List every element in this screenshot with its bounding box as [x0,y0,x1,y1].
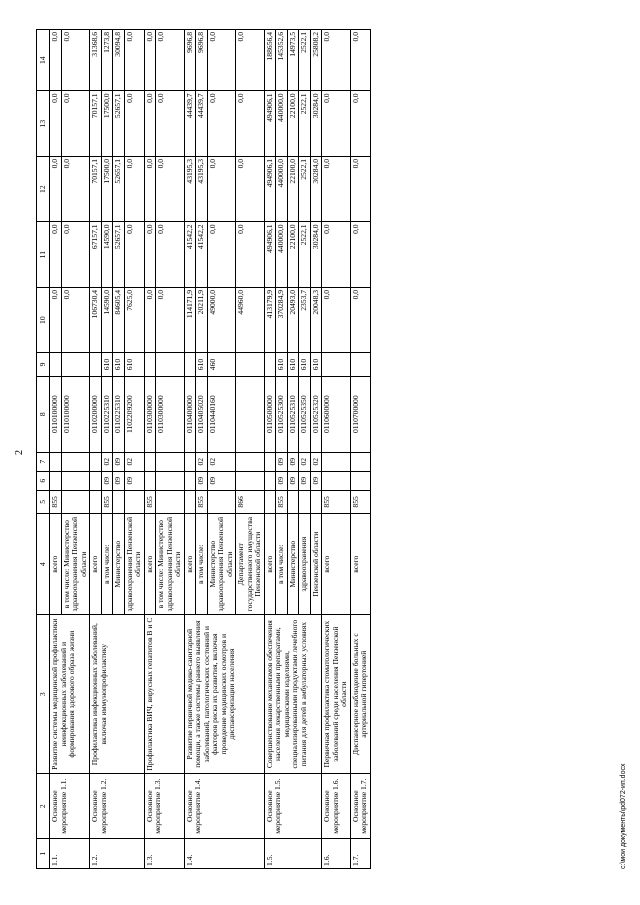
cell-c14: 0,0 [156,30,185,91]
cell-c11: 440000,0 [276,222,288,288]
cell-c13: 0,0 [207,91,236,157]
cell-c9: 610 [299,353,311,376]
cell-c11: 2522,1 [299,222,311,288]
cell-c12: 0,0 [144,156,156,222]
cell-c6: 09 [124,471,144,490]
cell-c11: 67157,1 [90,222,102,288]
cell-c10: 20211,9 [196,287,208,353]
cell-c13: 0,0 [236,91,265,157]
cell-c8: 0110225310 [101,376,113,452]
column-header-6: 6 [37,471,50,490]
cell-c14: 0,0 [61,30,90,91]
cell-c10: 413179,9 [264,287,276,353]
cell-c7: 02 [124,452,144,471]
cell-c7 [322,452,351,471]
cell-c4: Департамент государственного имущества Пензенской области [236,513,265,614]
column-header-2: 2 [37,773,50,839]
cell-c11: 0,0 [236,222,265,288]
cell-c6: 09 [310,471,322,490]
cell-c5: 855 [350,490,370,513]
cell-c8: 0110225310 [113,376,125,452]
cell-c6: 09 [207,471,236,490]
cell-c8: 0110300000 [144,376,156,452]
cell-c4: в том числе: [196,513,208,614]
cell-c6: 09 [113,471,125,490]
cell-c10: 20493,0 [287,287,299,353]
cell-c10: 2353,7 [299,287,311,353]
cell-c4: Министерство [113,513,125,614]
cell-c7 [184,452,196,471]
cell-c9 [90,353,102,376]
cell-c7: 09 [287,452,299,471]
cell-c7: 09 [113,452,125,471]
cell-c10: 7625,0 [124,287,144,353]
cell-c8: 1102209200 [124,376,144,452]
cell-c7 [350,452,370,471]
column-header-12: 12 [37,156,50,222]
cell-c11: 494906,1 [264,222,276,288]
cell-c5: 855 [322,490,351,513]
cell-c12: 22100,0 [287,156,299,222]
cell-c12: 494906,1 [264,156,276,222]
cell-c13: 44439,7 [184,91,196,157]
cell-c7 [236,452,265,471]
cell-c5 [299,490,311,513]
cell-c12: 0,0 [236,156,265,222]
cell-c5 [61,490,90,513]
cell-c4: всего [264,513,276,614]
page-number: 2 [14,450,25,455]
table-row [144,30,156,869]
cell-c7: 02 [101,452,113,471]
cell-c14: 14973,5 [287,30,299,91]
cell-c7: 09 [276,452,288,471]
cell-c14: 0,0 [50,30,62,91]
event-type: Основное мероприятие 1.2. [90,773,145,839]
cell-c5: 855 [50,490,62,513]
cell-c10: 20048,3 [310,287,322,353]
cell-c12: 2522,1 [299,156,311,222]
cell-c6 [236,471,265,490]
cell-c5 [156,490,185,513]
cell-c12: 0,0 [124,156,144,222]
cell-c13: 0,0 [50,91,62,157]
cell-c8: 0110525350 [299,376,311,452]
cell-c7: 02 [207,452,236,471]
cell-c11: 0,0 [50,222,62,288]
cell-c9: 610 [276,353,288,376]
cell-c12: 0,0 [156,156,185,222]
cell-c5 [124,490,144,513]
row-number: 1.1. [50,839,90,869]
cell-c13: 494906,1 [264,91,276,157]
row-number: 1.3. [144,839,184,869]
cell-c7 [264,452,276,471]
cell-c14: 0,0 [124,30,144,91]
table-header-row [37,30,50,869]
cell-c7 [50,452,62,471]
table-row [350,30,370,869]
cell-c4: всего [184,513,196,614]
cell-c6 [90,471,102,490]
column-header-8: 8 [37,376,50,452]
cell-c6 [322,471,351,490]
cell-c13: 30284,0 [310,91,322,157]
cell-c11: 0,0 [61,222,90,288]
cell-c6 [50,471,62,490]
cell-c4: здравоохранения [299,513,311,614]
column-header-3: 3 [37,615,50,774]
cell-c6 [184,471,196,490]
cell-c14: 25808,2 [310,30,322,91]
cell-c10: 84605,4 [113,287,125,353]
cell-c6 [350,471,370,490]
event-type: Основное мероприятие 1.4. [184,773,264,839]
cell-c7: 02 [310,452,322,471]
cell-c9 [236,353,265,376]
event-name: Профилактика ВИЧ, вирусных гепатитов В и С [144,615,184,774]
cell-c13: 0,0 [61,91,90,157]
cell-c8: 0110600000 [322,376,351,452]
cell-c8: 0110525300 [276,376,288,452]
event-name: Первичная профилактика стоматологических заболеваний среди населения Пензенской области [322,615,351,774]
cell-c12: 0,0 [61,156,90,222]
cell-c8: 0110405020 [196,376,208,452]
cell-c10: 44960,0 [236,287,265,353]
cell-c7: 02 [196,452,208,471]
cell-c14: 145352,6 [276,30,288,91]
cell-c9: 460 [207,353,236,376]
cell-c5 [90,490,102,513]
cell-c13: 22100,0 [287,91,299,157]
cell-c12: 43195,3 [184,156,196,222]
cell-c13: 440000,0 [276,91,288,157]
cell-c6: 09 [196,471,208,490]
table-row [322,30,351,869]
cell-c14: 0,0 [322,30,351,91]
cell-c8: 0110100000 [61,376,90,452]
cell-c12: 30284,0 [310,156,322,222]
table-row [264,30,276,869]
cell-c11: 52657,1 [113,222,125,288]
cell-c10: 0,0 [50,287,62,353]
cell-c14: 0,0 [236,30,265,91]
cell-c13: 0,0 [350,91,370,157]
cell-c11: 0,0 [124,222,144,288]
cell-c9: 610 [310,353,322,376]
table-row [50,30,62,869]
cell-c9 [156,353,185,376]
cell-c5 [113,490,125,513]
cell-c9: 610 [287,353,299,376]
row-number: 1.4. [184,839,264,869]
event-name: Профилактика инфекционных заболеваний, включая иммунопрофилактику [90,615,145,774]
cell-c9 [322,353,351,376]
cell-c6 [264,471,276,490]
cell-c6: 09 [101,471,113,490]
cell-c14: 1273,8 [101,30,113,91]
cell-c4: всего [322,513,351,614]
row-number: 1.7. [350,839,370,869]
cell-c14: 31368,6 [90,30,102,91]
cell-c7 [61,452,90,471]
cell-c12: 0,0 [350,156,370,222]
table-row [184,30,196,869]
cell-c5: 855 [144,490,156,513]
cell-c14: 0,0 [207,30,236,91]
cell-c4: всего [350,513,370,614]
row-number: 1.6. [322,839,351,869]
cell-c10: 49000,0 [207,287,236,353]
cell-c4: всего [144,513,156,614]
cell-c14: 188656,4 [264,30,276,91]
cell-c9: 610 [196,353,208,376]
cell-c5: 866 [236,490,265,513]
column-header-14: 14 [37,30,50,91]
cell-c11: 41542,2 [184,222,196,288]
cell-c10: 0,0 [350,287,370,353]
cell-c6: 09 [276,471,288,490]
cell-c5: 855 [276,490,288,513]
cell-c14: 9696,8 [184,30,196,91]
column-header-10: 10 [37,287,50,353]
column-header-7: 7 [37,452,50,471]
cell-c5 [310,490,322,513]
event-name: Развитие первичной медико-санитарной помощи, а также системы раннего выявления заболеваний, патологических состояний и факторов риска их развития, включая проведение медицинских осмотров и диспансеризации населения [184,615,264,774]
cell-c7: 02 [299,452,311,471]
cell-c4: всего [50,513,62,614]
cell-c14: 9696,8 [196,30,208,91]
cell-c10: 114171,9 [184,287,196,353]
cell-c12: 17500,0 [101,156,113,222]
cell-c14: 0,0 [350,30,370,91]
cell-c10: 370284,9 [276,287,288,353]
cell-c7 [156,452,185,471]
column-header-13: 13 [37,91,50,157]
cell-c11: 0,0 [156,222,185,288]
cell-c4: Министерство здравоохранения Пензенской области [207,513,236,614]
cell-c9 [184,353,196,376]
cell-c14: 30094,8 [113,30,125,91]
cell-c4: всего [90,513,102,614]
cell-c9 [350,353,370,376]
cell-c5: 855 [196,490,208,513]
cell-c13: 2522,1 [299,91,311,157]
column-header-11: 11 [37,222,50,288]
cell-c11: 0,0 [322,222,351,288]
cell-c13: 52657,1 [113,91,125,157]
cell-c10: 0,0 [61,287,90,353]
column-header-4: 4 [37,513,50,614]
cell-c5 [264,490,276,513]
row-number: 1.2. [90,839,145,869]
cell-c12: 440000,0 [276,156,288,222]
cell-c4: в том числе: Министерство здравоохранения Пензенской области [61,513,90,614]
cell-c4: Пензенской области [310,513,322,614]
event-name: Диспансерное наблюдение больных с артериальной гипертонией [350,615,370,774]
event-type: Основное мероприятие 1.1. [50,773,90,839]
cell-c6: 09 [287,471,299,490]
cell-c7 [90,452,102,471]
cell-c11: 41542,2 [196,222,208,288]
cell-c5: 855 [101,490,113,513]
cell-c9 [144,353,156,376]
cell-c10: 14590,0 [101,287,113,353]
event-type: Основное мероприятие 1.7. [350,773,370,839]
event-type: Основное мероприятие 1.3. [144,773,184,839]
cell-c9 [50,353,62,376]
cell-c5 [287,490,299,513]
cell-c10: 106730,4 [90,287,102,353]
cell-c4: здравоохранения Пензенской области [124,513,144,614]
cell-c4: Министерство [287,513,299,614]
cell-c12: 0,0 [50,156,62,222]
cell-c4: в том числе: [276,513,288,614]
cell-c10: 0,0 [156,287,185,353]
cell-c9 [61,353,90,376]
column-header-1: 1 [37,839,50,869]
cell-c14: 0,0 [144,30,156,91]
cell-c11: 0,0 [207,222,236,288]
cell-c12: 43195,3 [196,156,208,222]
cell-c13: 17500,0 [101,91,113,157]
cell-c11: 0,0 [350,222,370,288]
cell-c8: 0110400000 [184,376,196,452]
cell-c11: 30284,0 [310,222,322,288]
cell-c12: 0,0 [207,156,236,222]
cell-c9: 610 [101,353,113,376]
cell-c14: 2522,1 [299,30,311,91]
cell-c8: 0110525310 [287,376,299,452]
table-row [90,30,102,869]
cell-c8: 0110700000 [350,376,370,452]
cell-c13: 0,0 [156,91,185,157]
cell-c10: 0,0 [322,287,351,353]
cell-c13: 0,0 [322,91,351,157]
cell-c8: 0110500000 [264,376,276,452]
cell-c10: 0,0 [144,287,156,353]
column-header-9: 9 [37,353,50,376]
cell-c11: 22100,0 [287,222,299,288]
cell-c12: 70157,1 [90,156,102,222]
event-type: Основное мероприятие 1.5. [264,773,322,839]
cell-c6 [156,471,185,490]
cell-c8: 0110100000 [50,376,62,452]
cell-c9: 610 [113,353,125,376]
cell-c5 [184,490,196,513]
event-name: Развитие системы медицинской профилактики неинфекционных заболеваний и формирования здорового образа жизни [50,615,90,774]
cell-c6 [61,471,90,490]
row-number: 1.5. [264,839,322,869]
cell-c12: 52657,1 [113,156,125,222]
cell-c8: 0110525320 [310,376,322,452]
column-header-5: 5 [37,490,50,513]
cell-c5 [207,490,236,513]
cell-c6: 09 [299,471,311,490]
cell-c8: 0110300000 [156,376,185,452]
cell-c13: 0,0 [144,91,156,157]
cell-c13: 70157,1 [90,91,102,157]
cell-c6 [144,471,156,490]
cell-c9 [264,353,276,376]
cell-c9: 610 [124,353,144,376]
event-name: Совершенствование механизмов обеспечения населения лекарственными препаратами, медицинскими изделиями, специализированными продуктами лечебного питания для детей в амбулаторных условиях [264,615,322,774]
program-table [36,29,371,869]
cell-c13: 44439,7 [196,91,208,157]
cell-c8: 0110440160 [207,376,236,452]
cell-c11: 0,0 [144,222,156,288]
cell-c4: в том числе: [101,513,113,614]
file-path-footer: c:\мои документы\pd072-ип.docx [620,763,627,869]
event-type: Основное мероприятие 1.6. [322,773,351,839]
cell-c8 [236,376,265,452]
cell-c12: 0,0 [322,156,351,222]
cell-c8: 0110200000 [90,376,102,452]
cell-c13: 0,0 [124,91,144,157]
cell-c11: 14590,0 [101,222,113,288]
cell-c4: в том числе: Министерство здравоохранения Пензенской области [156,513,185,614]
cell-c7 [144,452,156,471]
